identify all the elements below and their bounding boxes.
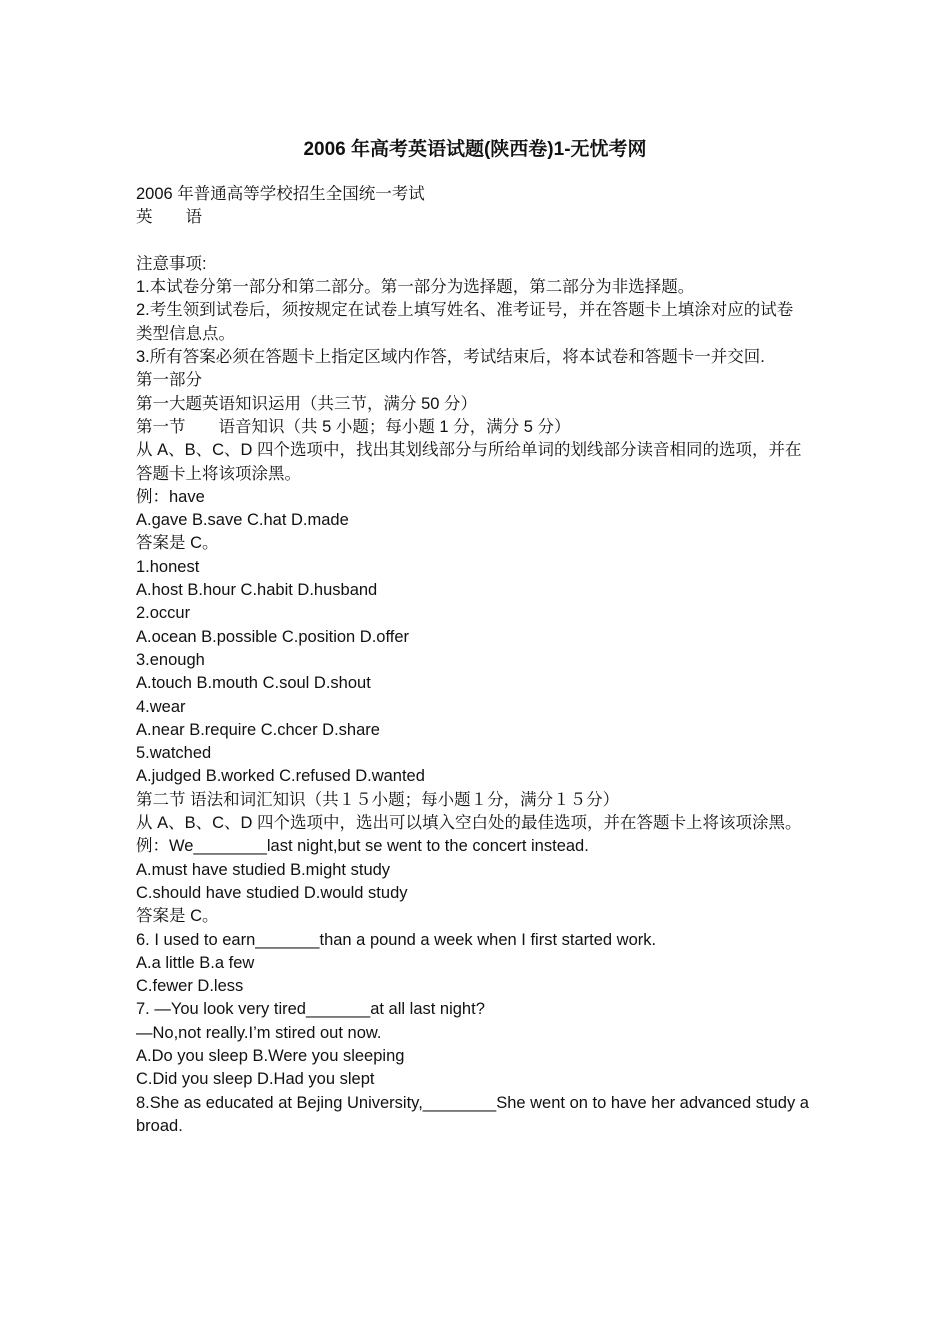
text-line: 第一部分 — [136, 371, 202, 390]
document-body — [136, 183, 816, 1138]
text-line: 第二节 语法和词汇知识（共１５小题；每小题１分，满分１５分） — [136, 790, 620, 809]
text-line: 5.watched — [136, 744, 212, 763]
text-line: 从 A、B、C、D 四个选项中，选出可以填入空白处的最佳选项，并在答题卡上将该项涂黑。 — [136, 814, 802, 833]
text-line: 第一大题英语知识运用（共三节，满分 50 分） — [136, 394, 478, 413]
text-line: 2.考生领到试卷后，须按规定在试卷上填写姓名、准考证号，并在答题卡上填涂对应的试卷 — [136, 301, 794, 320]
text-line: 7. —You look very tired_______at all last night? — [136, 1000, 485, 1019]
text-line: 例：We________last night,but se went to the concert instead. — [136, 837, 589, 856]
text-line: A.must have studied B.might study — [136, 860, 391, 879]
text-line: 英 语 — [136, 208, 202, 227]
text-line: 3.enough — [136, 650, 205, 669]
document-title: 2006 年高考英语试题(陕西卷)1-无忧考网 — [303, 139, 647, 160]
text-line: 类型信息点。 — [136, 324, 235, 343]
text-line: A.a little B.a few — [136, 953, 255, 972]
text-line: A.touch B.mouth C.soul D.shout — [136, 674, 371, 693]
text-line: 注意事项: — [136, 254, 207, 273]
text-line: 例：have — [136, 487, 205, 506]
text-line: 2006 年普通高等学校招生全国统一考试 — [136, 185, 425, 203]
text-line: A.judged B.worked C.refused D.wanted — [136, 767, 425, 786]
text-line: 3.所有答案必须在答题卡上指定区域内作答，考试结束后，将本试卷和答题卡一并交回. — [136, 348, 765, 367]
text-line: A.Do you sleep B.Were you sleeping — [136, 1046, 405, 1065]
text-line: 第一节 语音知识（共 5 小题；每小题 1 分，满分 5 分） — [136, 417, 571, 436]
blank-line — [136, 230, 816, 253]
text-line: C.fewer D.less — [136, 977, 244, 996]
text-line: C.should have studied D.would study — [136, 883, 408, 902]
text-line: 答案是 C。 — [136, 907, 219, 926]
text-line: A.host B.hour C.habit D.husband — [136, 581, 378, 600]
text-line: 8.She as educated at Bejing University,________She went on to have her advanced study abroad. — [136, 1093, 809, 1135]
text-line: A.near B.require C.chcer D.share — [136, 720, 380, 739]
text-line: 1.本试卷分第一部分和第二部分。第一部分为选择题，第二部分为非选择题。 — [136, 278, 695, 297]
text-line: 1.honest — [136, 557, 200, 576]
text-line: 6. I used to earn_______than a pound a week when I first started work. — [136, 930, 657, 949]
text-line: 2.occur — [136, 604, 191, 623]
text-line: 答案是 C。 — [136, 534, 219, 553]
text-line: A.gave B.save C.hat D.made — [136, 511, 349, 530]
text-line: 4.wear — [136, 697, 186, 716]
text-line: —No,not really.I’m stired out now. — [136, 1023, 382, 1042]
text-line: 从 A、B、C、D 四个选项中，找出其划线部分与所给单词的划线部分读音相同的选项，并在答题卡上将该项涂黑。 — [136, 441, 802, 483]
text-line: C.Did you sleep D.Had you slept — [136, 1070, 375, 1089]
text-line: A.ocean B.possible C.position D.offer — [136, 627, 410, 646]
